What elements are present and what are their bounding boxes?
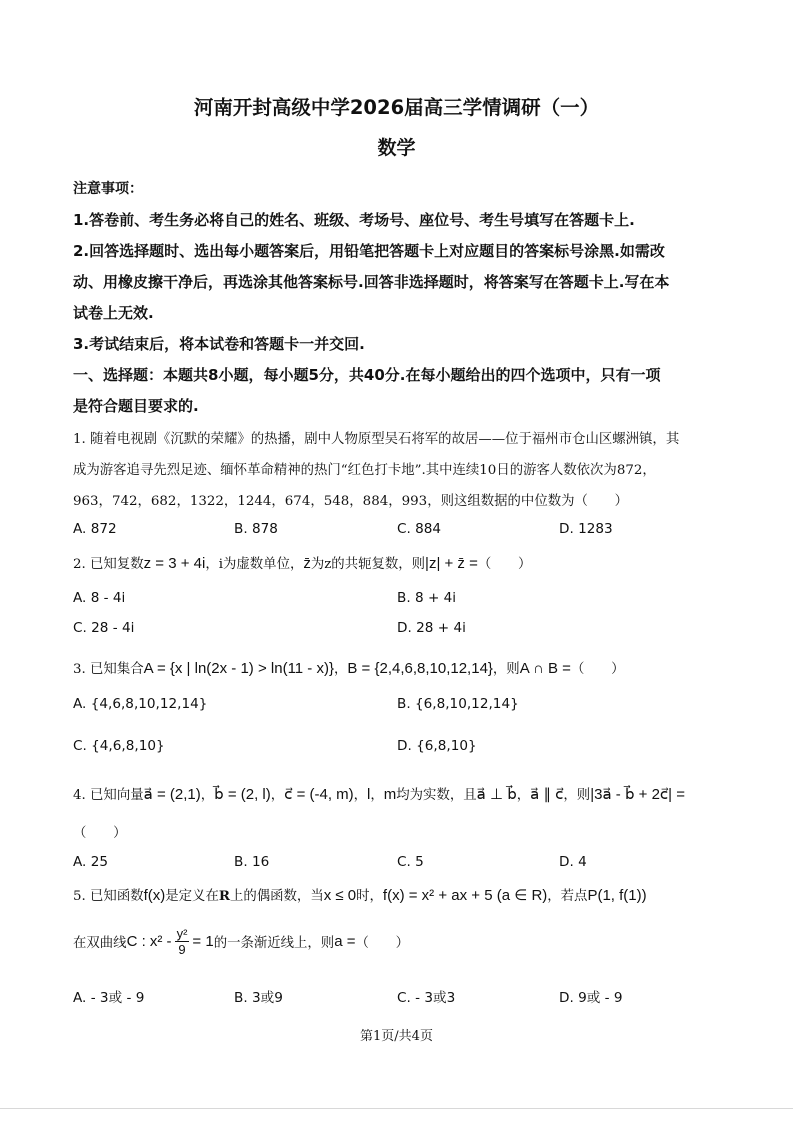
q5-option-a: A. - 3或 - 9 (73, 990, 145, 1006)
q3-expr-target: A ∩ B = (519, 660, 571, 677)
q3-text-a: 3. 已知集合 (73, 662, 144, 677)
page-title: 河南开封高级中学2026届高三学情调研（一） (193, 96, 600, 119)
notice-line-2c: 试卷上无效. (73, 304, 154, 322)
q1-option-c: C. 884 (397, 521, 442, 537)
q2-option-c: C. 28 - 4i (73, 620, 135, 636)
q1-option-d: D. 1283 (559, 521, 613, 537)
q5-option-b: B. 3或9 (234, 990, 283, 1006)
notice-line-1: 1.答卷前、考生务必将自己的姓名、班级、考场号、座位号、考生号填写在答题卡上. (73, 211, 635, 229)
notice-line-2b: 动、用橡皮擦干净后，再选涂其他答案标号.回答非选择题时，将答案写在答题卡上.写在本 (73, 273, 670, 291)
q5-text-f: 在双曲线 (73, 936, 127, 951)
q4-option-a: A. 25 (73, 854, 108, 870)
q4-text-f: 均为实数，且 (396, 788, 477, 803)
q5-expr-hyperbola-post: = 1 (192, 933, 214, 950)
q4-line-2: （ ） (73, 826, 127, 841)
section-line-2: 是符合题目要求的. (73, 397, 199, 415)
q4-text-c: ， (270, 788, 285, 803)
q5-expr-f: f(x) (143, 887, 166, 904)
q5-real-set: R (218, 888, 230, 904)
notice-line-2a: 2.回答选择题时、选出每小题答案后，用铅笔把答题卡上对应题目的答案标号涂黑.如需改 (73, 242, 665, 260)
q1-line-3: 963，742，682，1322，1244，674，548，884，993，则这组数据的中位数为（ ） (73, 494, 629, 509)
page-footer: 第1页/共4页 (360, 1029, 433, 1044)
q1-line-1: 1. 随着电视剧《沉默的荣耀》的热播，剧中人物原型吴石将军的故居——位于福州市仓山区螺洲镇，其 (73, 432, 680, 447)
q5-text-b: 是定义在 (165, 889, 219, 904)
q2-text-c: 为z的共轭复数，则 (310, 557, 426, 572)
q4-expr-target: |3a⃗ - b⃗ + 2c⃗| = (590, 786, 685, 803)
q3-option-a: A. {4,6,8,10,12,14} (73, 696, 208, 712)
q4-option-c: C. 5 (397, 854, 424, 870)
q2-expr-zbar: z̄ (303, 555, 311, 572)
q4-stem (73, 784, 685, 803)
q2-expr-z: z = 3 + 4i (143, 555, 206, 572)
q3-option-c: C. {4,6,8,10} (73, 738, 165, 754)
q3-expr-a: A = {x | ln(2x - 1) > ln(11 - x)} (143, 660, 334, 677)
q4-expr-perp: a⃗ ⊥ b⃗ (476, 786, 517, 803)
q4-text-d: ， (353, 788, 368, 803)
q4-expr-parallel: a⃗ ∥ c⃗ (530, 786, 564, 803)
q5-stem-line-1 (73, 885, 647, 904)
q5-stem-line-2 (73, 926, 409, 957)
q5-text-g: 的一条渐近线上，则 (213, 936, 335, 951)
q5-fraction-numerator: y² (176, 926, 188, 941)
q5-fraction-denominator: 9 (178, 942, 186, 957)
q2-stem (73, 553, 531, 572)
q5-text-h: （ ） (355, 936, 410, 951)
q4-option-d: D. 4 (559, 854, 587, 870)
q5-expr-func: f(x) = x² + ax + 5 (a ∈ R) (382, 887, 548, 904)
q5-text-c: 上的偶函数，当 (229, 889, 324, 904)
q4-text-a: 4. 已知向量 (73, 788, 144, 803)
q5-expr-a: a = (334, 933, 356, 950)
q3-option-d: D. {6,8,10} (397, 738, 477, 754)
q4-text-e: ， (370, 788, 384, 803)
q3-expr-b: B = {2,4,6,8,10,12,14} (347, 660, 493, 677)
q3-text-d: （ ） (570, 662, 625, 677)
q4-expr-l: l (367, 786, 371, 803)
q4-option-b: B. 16 (234, 854, 270, 870)
q1-line-2: 成为游客追寻先烈足迹、缅怀革命精神的热门“红色打卡地”.其中连续10日的游客人数依次为872， (73, 463, 656, 478)
q2-expr-target: |z| + z̄ = (425, 555, 478, 572)
q5-option-d: D. 9或 - 9 (559, 990, 623, 1006)
q3-text-b: ， (333, 662, 348, 677)
q5-expr-hyperbola-pre: C : x² - (126, 933, 172, 950)
q4-expr-c: c⃗ = (-4, m) (284, 786, 354, 803)
notice-line-3: 3.考试结束后，将本试卷和答题卡一并交回. (73, 335, 365, 353)
q4-expr-b: b⃗ = (2, l) (214, 786, 271, 803)
notice-heading: 注意事项： (73, 181, 143, 197)
section-line-1: 一、选择题：本题共8小题，每小题5分，共40分.在每小题给出的四个选项中，只有一项 (73, 366, 661, 384)
q1-option-b: B. 878 (234, 521, 278, 537)
q2-text-d: （ ） (477, 557, 532, 572)
q2-option-d: D. 28 + 4i (397, 620, 466, 636)
q4-expr-m: m (383, 786, 397, 803)
q4-expr-a: a⃗ = (2,1) (143, 786, 201, 803)
subject-title: 数学 (377, 137, 416, 159)
q3-text-c: ，则 (492, 662, 520, 677)
q4-text-h: ，则 (563, 788, 591, 803)
q5-expr-cond: x ≤ 0 (323, 887, 357, 904)
q4-text-g: ， (516, 788, 531, 803)
q5-fraction (175, 926, 190, 957)
q3-stem (73, 658, 625, 677)
q5-expr-point: P(1, f(1)) (587, 887, 647, 904)
q5-text-d: 时， (356, 889, 383, 904)
q2-text-a: 2. 已知复数 (73, 557, 144, 572)
q2-text-b: ，i为虚数单位， (205, 557, 304, 572)
q5-text-a: 5. 已知函数 (73, 889, 144, 904)
q5-option-c: C. - 3或3 (397, 990, 456, 1006)
q1-option-a: A. 872 (73, 521, 117, 537)
q2-option-b: B. 8 + 4i (397, 590, 457, 606)
page-divider (0, 1108, 793, 1109)
q5-text-e: ，若点 (547, 889, 588, 904)
q4-text-b: ， (200, 788, 215, 803)
q3-option-b: B. {6,8,10,12,14} (397, 696, 519, 712)
q2-option-a: A. 8 - 4i (73, 590, 126, 606)
